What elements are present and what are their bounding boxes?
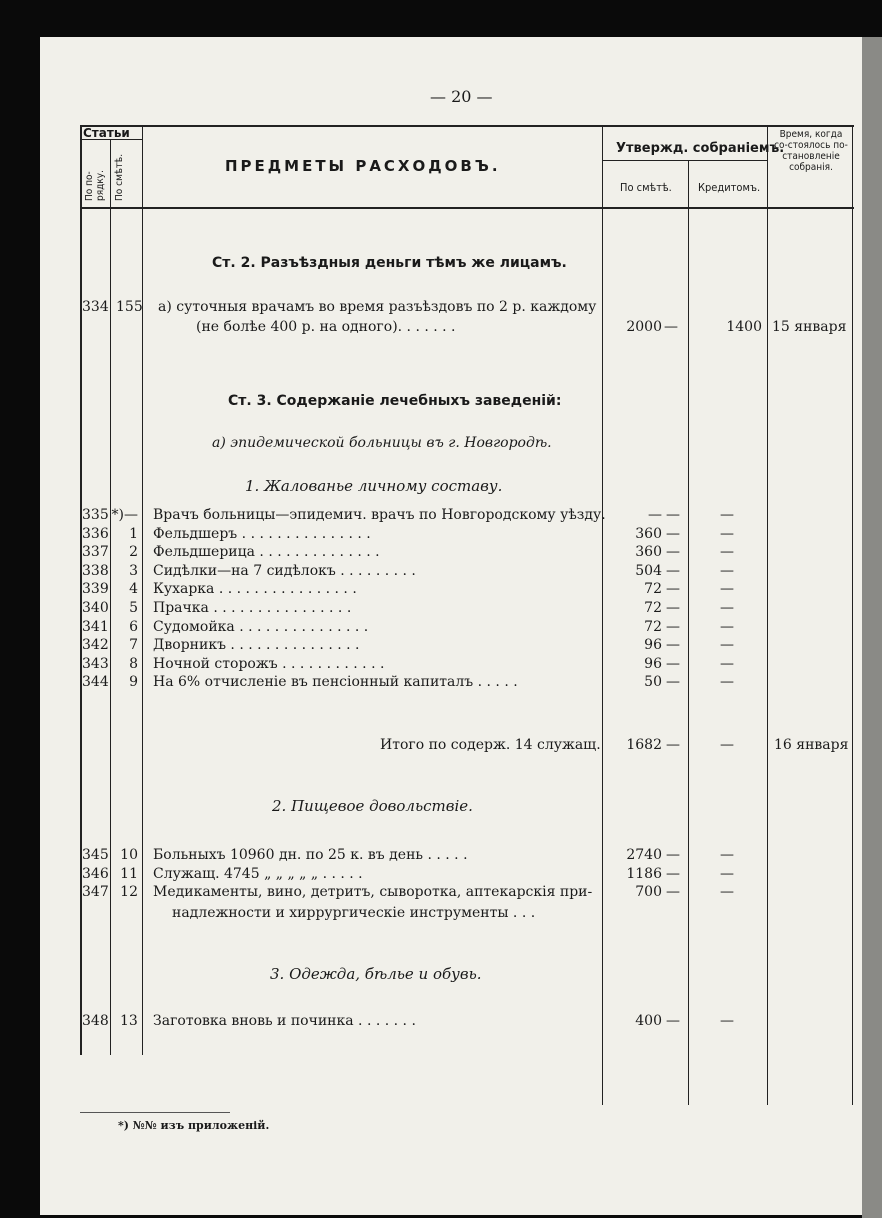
row-348-dash2: — [720,1013,734,1029]
smeta-number: 1 [129,525,138,542]
amount: 360 [635,525,662,542]
dash-2: — [720,544,734,561]
row-334-date: 15 января [772,319,847,335]
smeta-number: 10 [120,847,138,863]
row-number: 345 [82,847,109,863]
smeta-number: 12 [120,884,138,901]
amount: 96 [644,655,662,672]
row-number: 347 [82,884,109,901]
smeta-number: 5 [129,600,138,616]
row-334-num: 334 [82,299,109,315]
dash-1: — [666,655,680,672]
itogo-row [40,737,862,755]
row-334-text2: (не болѣе 400 р. на одного). . . . . . . [196,319,456,335]
item-text: Служащ. 4745 „ „ „ „ „ . . . . . [153,865,363,882]
table-row [40,507,862,525]
dash-2: — [720,865,734,882]
amount: — [648,507,662,523]
row-348-text: Заготовка вновь и починка . . . . . . . [153,1013,416,1029]
table-row [40,674,862,692]
dash-1: — [666,507,680,523]
row-number: 342 [82,637,109,654]
header-po-smete-col: По смѣтѣ. [620,181,672,194]
dash-1: — [666,581,680,598]
item-text: Сидѣлки—на 7 сидѣлокъ . . . . . . . . . [153,562,416,579]
itogo-dash1: — [666,737,680,753]
section-sub1: 1. Жалованье личному составу. [245,477,503,495]
row-number: 337 [82,544,109,561]
footnote-rule [80,1112,230,1113]
header-po-poryadku: По по-рядку. [84,170,106,201]
row-number: 341 [82,618,109,635]
dash-1: — [666,637,680,654]
header-kreditom: Кредитомъ. [698,181,761,194]
item-text: На 6% отчисленіе въ пенсіонный капиталъ . . . . . [153,674,518,691]
smeta-number: 3 [129,562,138,579]
row-334-dash: — [664,319,678,335]
item-text: Фельдшеръ . . . . . . . . . . . . . . . [153,525,371,542]
row-number: 344 [82,674,109,691]
item-text: Прачка . . . . . . . . . . . . . . . . [153,600,352,616]
row-number: 339 [82,581,109,598]
row-334-amount: 2000 [626,319,662,335]
row-number: 343 [82,655,109,672]
row-348 [40,1013,862,1031]
dash-1: — [666,674,680,691]
page-number: — 20 — [430,87,493,106]
amount: 700 [635,884,662,901]
item-text: Кухарка . . . . . . . . . . . . . . . . [153,581,357,598]
smeta-number: 2 [129,544,138,561]
amount: 2740 [626,847,662,863]
row-334-credit: 1400 [726,319,762,335]
itogo-text: Итого по содерж. 14 служащ. [380,737,601,753]
header-predmety: ПРЕДМЕТЫ РАСХОДОВЪ. [225,157,501,175]
header-po-smete: По смѣтѣ. [114,153,125,201]
dash-1: — [666,600,680,616]
item-text: Врачъ больницы—эпидемич. врачъ по Новгородскому уѣзду. [153,507,606,523]
table-row [40,637,862,655]
table-row [40,619,862,637]
dash-2: — [720,562,734,579]
row-348-amount: 400 [635,1013,662,1029]
header-bottom-rule [80,207,854,209]
item-text: Ночной сторожъ . . . . . . . . . . . . [153,655,385,672]
table-row [40,526,862,544]
item-text: Больныхъ 10960 дн. по 25 к. въ день . . . . . [153,847,468,863]
document-page [40,37,862,1215]
dash-2: — [720,525,734,542]
section-sub2: 2. Пищевое довольствіе. [272,797,473,815]
smeta-number: 9 [129,674,138,691]
table-row [40,884,862,902]
table-row [40,866,862,884]
utverzhd-rule [602,160,767,161]
smeta-number: 7 [129,637,138,654]
dash-1: — [666,865,680,882]
row-348-smeta: 13 [120,1013,138,1029]
item-text: Медикаменты, вино, детритъ, сыворотка, аптекарскія при- [153,884,593,901]
header-utverzhd: Утвержд. собраніемъ. [616,141,785,156]
smeta-number: 6 [129,618,138,635]
table-row [40,563,862,581]
section-sub-a: а) эпидемической больницы въ г. Новгородѣ. [212,435,552,451]
row-number: 338 [82,562,109,579]
dash-1: — [666,562,680,579]
amount: 50 [644,674,662,691]
itogo-date: 16 января [774,737,849,753]
footnote: *) №№ изъ приложеній. [118,1119,270,1132]
row-347-text2: надлежности и хиррургическіе инструменты . . . [172,905,536,921]
table-row [40,581,862,599]
section-sub3: 3. Одежда, бѣлье и обувь. [270,965,482,983]
section-st2: Ст. 2. Разъѣздныя деньги тѣмъ же лицамъ. [212,255,567,271]
table-row [40,847,862,865]
smeta-number: 4 [129,581,138,598]
table-row [40,656,862,674]
amount: 360 [635,544,662,561]
smeta-number: *)— [111,507,138,523]
amount: 1186 [626,865,662,882]
dash-2: — [720,618,734,635]
amount: 504 [635,562,662,579]
item-text: Судомойка . . . . . . . . . . . . . . . [153,618,369,635]
amount: 96 [644,637,662,654]
table-row [40,600,862,618]
amount: 72 [644,581,662,598]
itogo-dash2: — [720,737,734,753]
smeta-number: 11 [120,865,138,882]
row-number: 336 [82,525,109,542]
table-top-rule [80,125,854,127]
dash-2: — [720,655,734,672]
row-334-text: а) суточныя врачамъ во время разъѣздовъ по 2 р. каждому [158,299,597,315]
dash-2: — [720,507,734,523]
item-text: Фельдшерица . . . . . . . . . . . . . . [153,544,380,561]
item-text: Дворникъ . . . . . . . . . . . . . . . [153,637,360,654]
dash-1: — [666,847,680,863]
row-347-cont [40,905,862,923]
table-row [40,544,862,562]
smeta-number: 8 [129,655,138,672]
row-334-smeta: 155 [116,299,143,315]
dash-1: — [666,884,680,901]
adjacent-page-edge [862,37,882,1218]
amount: 72 [644,618,662,635]
dash-1: — [666,544,680,561]
header-vremya: Время, когда со-стоялось по-становленіе собранія. [774,129,848,173]
row-348-dash1: — [666,1013,680,1029]
dash-2: — [720,847,734,863]
dash-2: — [720,674,734,691]
section-st3: Ст. 3. Содержаніе лечебныхъ заведеній: [228,393,562,409]
dash-2: — [720,637,734,654]
dash-2: — [720,600,734,616]
dash-1: — [666,525,680,542]
dash-1: — [666,618,680,635]
dash-2: — [720,581,734,598]
itogo-amount: 1682 [626,737,662,753]
dash-2: — [720,884,734,901]
amount: 72 [644,600,662,616]
header-stati: Статьи [83,126,130,140]
row-number: 335 [82,507,109,523]
row-number: 346 [82,865,109,882]
row-number: 340 [82,600,109,616]
row-348-num: 348 [82,1013,109,1029]
